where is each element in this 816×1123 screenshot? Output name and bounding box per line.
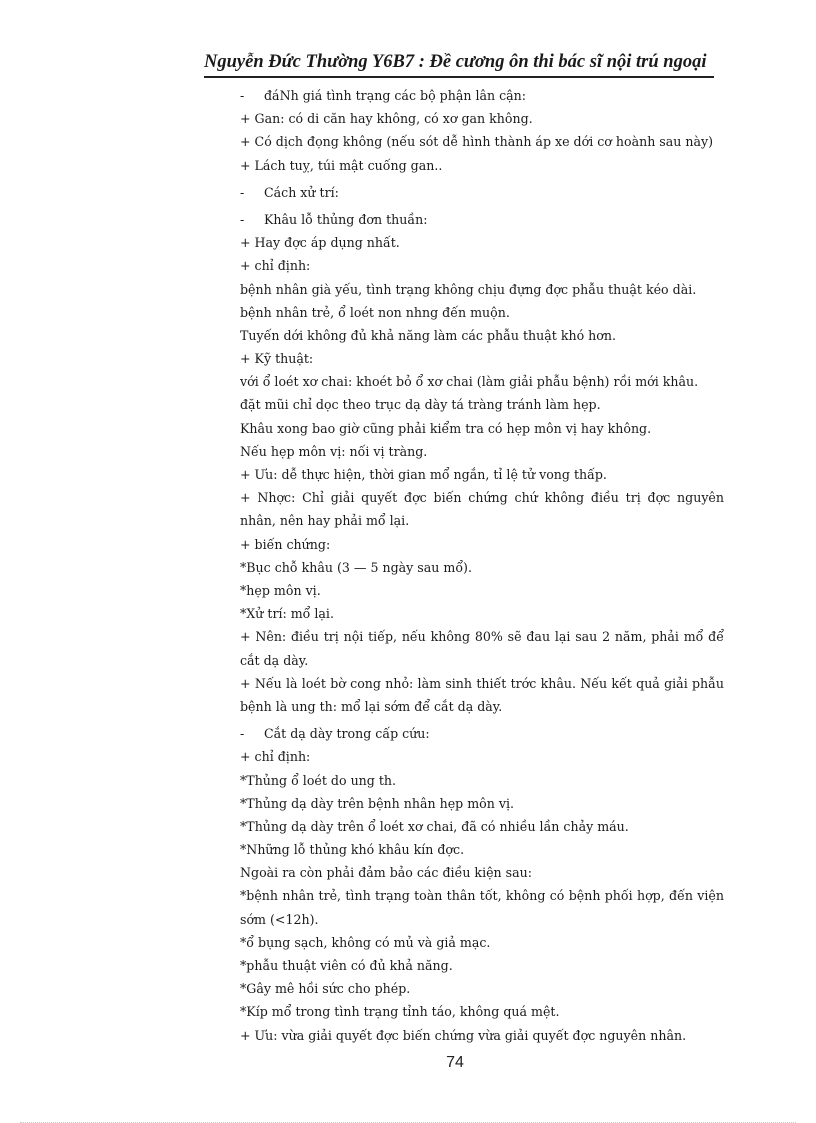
text-line: bệnh nhân già yếu, tình trạng không chịu đựng đợc phẫu thuật kéo dài. [240, 281, 697, 297]
text-line: *phẫu thuật viên có đủ khả năng. [240, 958, 453, 974]
text-line: *Kíp mổ trong tình trạng tỉnh táo, không quá mệt. [240, 1004, 560, 1020]
dash-item [240, 208, 724, 231]
text-line: *Bục chỗ khâu (3 — 5 ngày sau mổ). [240, 559, 472, 575]
dash-marker: - [240, 88, 245, 103]
text-line: đáNh giá tình trạng các bộ phận lân cận: [264, 88, 527, 103]
text-line: bệnh nhân trẻ, ổ loét non nhng đến muộn. [240, 304, 510, 320]
section-heading: Khâu lỗ thủng đơn thuần: [264, 211, 428, 227]
dash-marker: - [240, 211, 245, 227]
dash-marker: - [240, 726, 245, 742]
text-line: + Có dịch đọng không (nếu sót dễ hình thành áp xe dới cơ hoành sau này) [240, 134, 714, 150]
text-line: + Ưu: dễ thực hiện, thời gian mổ ngắn, tỉ lệ tử vong thấp. [240, 467, 607, 482]
section-heading: Cách xử trí: [264, 184, 339, 200]
text-line: Ngoài ra còn phải đảm bảo các điều kiện sau: [240, 865, 532, 881]
text-line: + chỉ định: [240, 749, 311, 765]
text-line: *Gây mê hồi sức cho phép. [240, 981, 411, 997]
dash-item [240, 84, 724, 107]
section-heading: Cắt dạ dày trong cấp cứu: [264, 726, 430, 742]
text-line: với ổ loét xơ chai: khoét bỏ ổ xơ chai (làm giải phẫu bệnh) rồi mới khâu. [240, 374, 699, 390]
text-line: + Kỹ thuật: [240, 351, 314, 367]
text-line: + biến chứng: [240, 536, 331, 552]
text-line: + Nếu là loét bờ cong nhỏ: làm sinh thiết trớc khâu. Nếu kết quả giải phẫu bệnh là ung th: mổ lại sớm để cắt dạ dày. [240, 675, 724, 714]
text-line: Khâu xong bao giờ cũng phải kiểm tra có hẹp môn vị hay không. [240, 420, 652, 436]
text-line: + Nên: điều trị nội tiếp, nếu không 80% sẽ đau lại sau 2 năm, phải mổ để cắt dạ dày. [240, 629, 724, 668]
text-line: *Thủng ổ loét do ung th. [240, 772, 397, 788]
text-line: *ổ bụng sạch, không có mủ và giả mạc. [240, 934, 491, 950]
text-line: Tuyến dới không đủ khả năng làm các phẫu thuật khó hơn. [240, 327, 616, 343]
text-line: Nếu hẹp môn vị: nối vị tràng. [240, 443, 428, 459]
text-line: *Thủng dạ dày trên ổ loét xơ chai, đã có nhiều lần chảy máu. [240, 818, 629, 834]
page-header-title: Nguyễn Đức Thường Y6B7 : Đề cương ôn thi bác sĩ nội trú ngoại [204, 50, 714, 78]
text-line: *bệnh nhân trẻ, tình trạng toàn thân tốt, không có bệnh phối hợp, đến viện sớm (<12h). [240, 888, 724, 927]
dash-item [240, 181, 724, 204]
dash-marker: - [240, 184, 245, 200]
text-line: + Nhợc: Chỉ giải quyết đợc biến chứng chứ không điều trị đợc nguyên nhân, nên hay phải mổ lại. [240, 490, 724, 529]
text-line: + chỉ định: [240, 258, 311, 274]
document-body [240, 84, 724, 1047]
text-line: *Thủng dạ dày trên bệnh nhân hẹp môn vị. [240, 795, 515, 811]
text-line: + Hay đợc áp dụng nhất. [240, 235, 400, 251]
text-line: + Lách tuỵ, túi mật cuống gan.. [240, 157, 443, 173]
text-line: *Xử trí: mổ lại. [240, 606, 334, 622]
dash-item [240, 722, 724, 745]
text-line: + Ưu: vừa giải quyết đợc biến chứng vừa giải quyết đợc nguyên nhân. [240, 1027, 687, 1043]
page-number: 74 [446, 1054, 464, 1071]
text-line: đặt mũi chỉ dọc theo trục dạ dày tá tràng tránh làm hẹp. [240, 397, 601, 413]
text-line: + Gan: có di căn hay không, có xơ gan không. [240, 111, 533, 127]
text-line: *hẹp môn vị. [240, 582, 321, 598]
text-line: *Những lỗ thủng khó khâu kín đợc. [240, 842, 465, 858]
